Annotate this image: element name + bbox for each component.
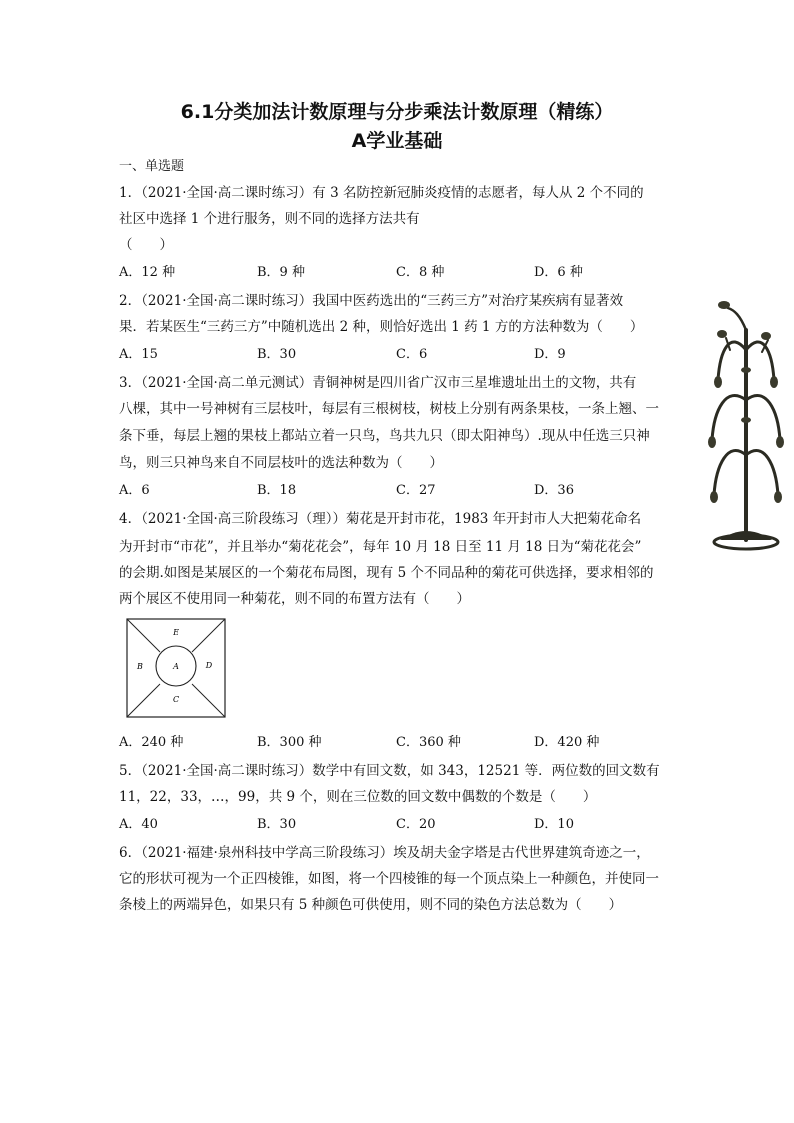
q4-option-b: B．300 种 bbox=[257, 735, 322, 750]
q1-line-2: 社区中选择 1 个进行服务，则不同的选择方法共有 bbox=[119, 211, 420, 227]
q5-option-a: A．40 bbox=[119, 817, 158, 832]
q3-option-c: C．27 bbox=[396, 483, 436, 498]
q1-line-1: 1．（2021·全国·高二课时练习）有 3 名防控新冠肺炎疫情的志愿者，每人从 2 个不同的 bbox=[119, 185, 644, 201]
region-c-label: C bbox=[172, 695, 180, 704]
q4-option-c: C．360 种 bbox=[396, 735, 461, 750]
q2-option-b: B．30 bbox=[257, 347, 297, 362]
region-e-label: E bbox=[173, 628, 179, 637]
q4-option-a: A．240 种 bbox=[119, 735, 184, 750]
q2-option-a: A．15 bbox=[119, 347, 158, 362]
section-heading: 一、单选题 bbox=[119, 159, 185, 174]
q3-option-d: D．36 bbox=[534, 483, 574, 498]
q3-line-1: 3．（2021·全国·高二单元测试）青铜神树是四川省广汉市三星堆遗址出土的文物，共有 bbox=[119, 375, 637, 391]
q4-line-1: 4．（2021·全国·高三阶段练习（理））菊花是开封市花，1983 年开封市人大把菊花命名 bbox=[119, 511, 642, 527]
q2-line-2: 果．若某医生“三药三方”中随机选出 2 种，则恰好选出 1 药 1 方的方法种数为（ ） bbox=[119, 319, 644, 335]
q6-line-3: 条棱上的两端异色，如果只有 5 种颜色可供使用，则不同的染色方法总数为（ ） bbox=[119, 897, 623, 913]
page-title: 6.1分类加法计数原理与分步乘法计数原理（精练） bbox=[180, 101, 614, 123]
q1-option-d: D．6 种 bbox=[534, 265, 583, 280]
region-d-label: D bbox=[205, 661, 213, 670]
q2-option-c: C．6 bbox=[396, 347, 428, 362]
q4-option-d: D．420 种 bbox=[534, 735, 600, 750]
q3-line-4: 鸟，则三只神鸟来自不同层枝叶的选法种数为（ ） bbox=[119, 455, 443, 471]
q1-option-c: C．8 种 bbox=[396, 265, 445, 280]
q4-line-2: 为开封市“市花”，并且举办“菊花花会”，每年 10 月 18 日至 11 月 18 日为“菊花花会” bbox=[119, 539, 642, 555]
q3-option-b: B．18 bbox=[257, 483, 297, 498]
region-b-label: B bbox=[137, 662, 143, 671]
q5-option-c: C．20 bbox=[396, 817, 436, 832]
q4-line-4: 两个展区不使用同一种菊花，则不同的布置方法有（ ） bbox=[119, 591, 470, 607]
q6-line-2: 它的形状可视为一个正四棱锥，如图，将一个四棱锥的每一个顶点染上一种颜色，并使同一 bbox=[119, 871, 659, 887]
region-a-label: A bbox=[173, 662, 179, 671]
q1-line-3: （ ） bbox=[119, 237, 173, 253]
q2-line-1: 2．（2021·全国·高二课时练习）我国中医药选出的“三药三方”对治疗某疾病有显著效 bbox=[119, 293, 624, 309]
q5-option-d: D．10 bbox=[534, 817, 574, 832]
q4-line-3: 的会期.如图是某展区的一个菊花布局图，现有 5 个不同品种的菊花可供选择，要求相邻的 bbox=[119, 565, 654, 581]
flower-layout-figure bbox=[126, 618, 226, 718]
bronze-tree-image bbox=[700, 290, 792, 560]
q3-line-2: 八棵，其中一号神树有三层枝叶，每层有三根树枝，树枝上分别有两条果枝，一条上翘、一 bbox=[119, 401, 659, 417]
q5-line-2: 11，22，33，…，99，共 9 个，则在三位数的回文数中偶数的个数是（ ） bbox=[119, 789, 597, 805]
q3-line-3: 条下垂，每层上翘的果枝上都站立着一只鸟，鸟共九只（即太阳神鸟）.现从中任选三只神 bbox=[119, 428, 650, 444]
q6-line-1: 6．（2021·福建·泉州科技中学高三阶段练习）埃及胡夫金字塔是古代世界建筑奇迹之一， bbox=[119, 845, 650, 861]
q3-option-a: A．6 bbox=[119, 483, 150, 498]
q5-line-1: 5．（2021·全国·高二课时练习）数学中有回文数，如 343，12521 等．两位数的回文数有 bbox=[119, 763, 660, 779]
page-subtitle: A学业基础 bbox=[351, 130, 443, 152]
q2-option-d: D．9 bbox=[534, 347, 566, 362]
q1-option-a: A．12 种 bbox=[119, 265, 176, 280]
q1-option-b: B．9 种 bbox=[257, 265, 305, 280]
q5-option-b: B．30 bbox=[257, 817, 297, 832]
